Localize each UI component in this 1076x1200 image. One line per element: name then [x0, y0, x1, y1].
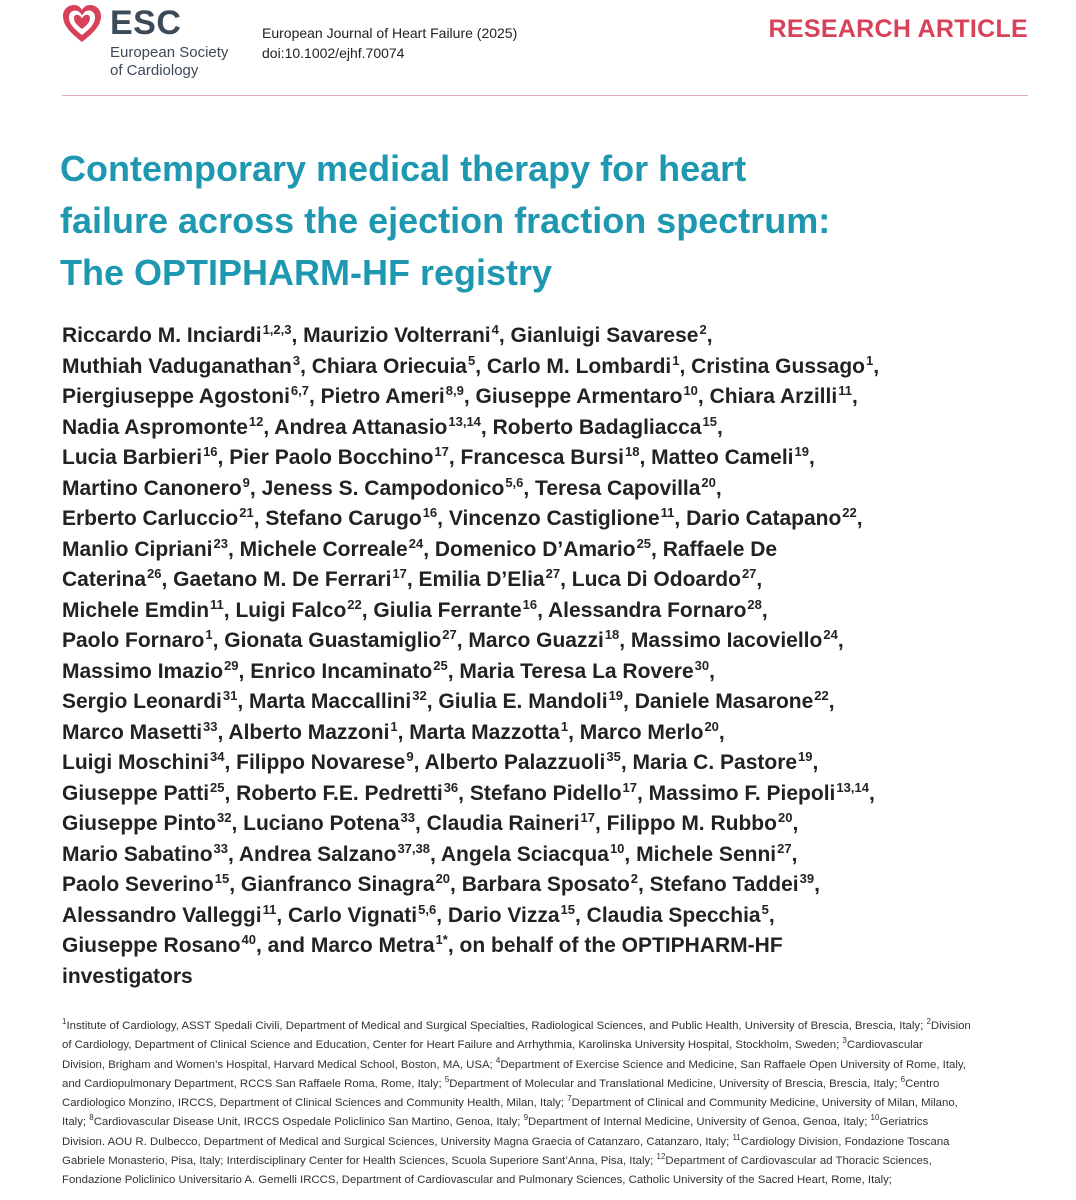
affiliation-text: Department of Cardiovascular ad Thoracic Sciences,: [665, 1155, 932, 1168]
author-name[interactable]: , Marco Merlo: [568, 720, 704, 744]
author-line: [62, 352, 1052, 383]
author-affiliation-marker[interactable]: 13,14: [448, 413, 481, 429]
author-affiliation-marker[interactable]: 10: [683, 383, 698, 398]
affiliation-text: Cardiologico Monzino, IRCCS, Department of Clinical Sciences and Community Health, Milan, Italy;: [62, 1097, 568, 1110]
author-affiliation-marker[interactable]: 30: [694, 657, 710, 673]
author-name[interactable]: ,: [792, 812, 799, 835]
author-affiliation-marker[interactable]: 33: [203, 718, 218, 734]
author-name[interactable]: , on behalf of the OPTIPHARM-HF: [447, 934, 783, 957]
author-name[interactable]: ,: [828, 690, 835, 713]
affiliation-text: Geriatrics: [879, 1116, 929, 1129]
affiliation-text: Department of Exercise Science and Medicine, San Raffaele Open University of Rome, Italy,: [500, 1058, 966, 1071]
author-name[interactable]: , Marta Mazzotta: [397, 720, 560, 744]
affiliation-text: Gabriele Monasterio, Pisa, Italy; Interdisciplinary Center for Health Sciences, Scuola Superiore Sant’Anna, Pisa, Italy;: [62, 1155, 657, 1168]
author-affiliation-marker[interactable]: 5,6: [505, 474, 524, 490]
author-name[interactable]: ,: [768, 903, 775, 927]
author-affiliation-marker[interactable]: 8,9: [445, 383, 464, 398]
author-affiliation-marker[interactable]: 11: [262, 901, 277, 917]
affiliation-number: 9: [523, 1113, 529, 1123]
author-affiliation-marker[interactable]: 6,7: [290, 383, 309, 398]
author-line: [62, 657, 1052, 688]
author-name[interactable]: ,: [761, 598, 768, 622]
affiliation-number: 10: [870, 1113, 880, 1123]
author-affiliation-marker[interactable]: 17: [392, 566, 407, 581]
author-affiliation-marker[interactable]: 32: [217, 810, 232, 825]
affiliation-text: and Cardiopulmonary Department, RCCS San Raffaele Roma, Rome, Italy;: [62, 1077, 445, 1090]
affiliation-text: of Cardiology, Department of Clinical Science and Education, Center for Heart Failure and Arrhythmia, Karolinska University Hospital, Stockholm, Sweden;: [62, 1039, 843, 1052]
author-name[interactable]: , Andrea Attanasio: [263, 415, 448, 439]
author-affiliation-marker[interactable]: 21: [239, 505, 254, 520]
affiliation-text: Department of Internal Medicine, University of Genoa, Genoa, Italy;: [528, 1116, 871, 1129]
affiliation-line: [62, 1017, 1047, 1036]
author-name[interactable]: , Luigi Falco: [223, 598, 347, 622]
author-name[interactable]: , Francesca Bursi: [448, 446, 624, 469]
author-list: [62, 321, 1052, 992]
author-name[interactable]: Michele Emdin: [62, 598, 210, 622]
author-affiliation-marker[interactable]: 15: [702, 413, 717, 429]
author-affiliation-marker[interactable]: 3: [292, 352, 301, 368]
author-affiliation-marker[interactable]: 1,2,3: [262, 322, 292, 337]
author-name[interactable]: , Giulia Ferrante: [361, 598, 522, 622]
affiliation-number: 1: [62, 1017, 67, 1027]
author-name[interactable]: ,: [868, 781, 875, 805]
author-name[interactable]: , Stefano Pidello: [458, 781, 622, 805]
author-name[interactable]: , Giulia E. Mandoli: [426, 690, 608, 713]
author-name[interactable]: , Carlo M. Lombardi: [475, 354, 672, 378]
author-name[interactable]: , Raffaele De: [651, 537, 778, 561]
author-name[interactable]: Riccardo M. Inciardi: [62, 324, 262, 347]
logo-org-line2: of Cardiology: [110, 62, 199, 79]
author-name[interactable]: , Massimo Iacoviello: [619, 629, 823, 652]
affiliation-text: Cardiovascular: [846, 1039, 923, 1052]
affiliation-number: 8: [89, 1113, 94, 1123]
affiliation-line: [62, 1133, 1047, 1152]
author-affiliation-marker[interactable]: 25: [636, 535, 652, 551]
author-name[interactable]: ,: [873, 354, 880, 378]
affiliation-text: Division, Brigham and Women’s Hospital, Harvard Medical School, Boston, MA, USA;: [62, 1058, 496, 1071]
author-name[interactable]: Muthiah Vaduganathan: [62, 354, 292, 378]
author-name[interactable]: , Vincenzo Castiglione: [437, 507, 660, 530]
author-line: [62, 748, 1052, 779]
author-affiliation-marker[interactable]: 2: [630, 871, 639, 886]
author-name[interactable]: , Enrico Incaminato: [238, 659, 433, 683]
author-affiliation-marker[interactable]: 1: [390, 718, 398, 734]
affiliation-text: Institute of Cardiology, ASST Spedali Civili, Department of Medical and Surgical Specialties, Radiological Sciences, and Public Health, University of Brescia, Brescia, Italy;: [66, 1020, 927, 1032]
affiliation-line: [62, 1171, 1047, 1190]
author-name[interactable]: , Roberto Badagliacca: [480, 415, 702, 439]
author-affiliation-marker[interactable]: 1*: [435, 932, 448, 947]
author-name[interactable]: ,: [812, 751, 819, 774]
author-name[interactable]: , Michele Senni: [624, 842, 777, 866]
author-name[interactable]: Erberto Carluccio: [62, 507, 239, 530]
affiliation-text: Italy;: [62, 1116, 90, 1129]
affiliation-line: [62, 1075, 1047, 1094]
author-line: [62, 687, 1052, 718]
author-name[interactable]: , Luca Di Odoardo: [560, 568, 741, 591]
author-name[interactable]: , Teresa Capovilla: [523, 476, 701, 500]
author-affiliation-marker[interactable]: 32: [412, 688, 427, 703]
author-affiliation-marker[interactable]: 25: [210, 779, 225, 795]
author-affiliation-marker[interactable]: 29: [224, 657, 239, 673]
author-affiliation-marker[interactable]: 16: [522, 596, 538, 612]
author-name[interactable]: , Dario Catapano: [674, 507, 842, 530]
author-name[interactable]: , Chiara Arzilli: [697, 385, 838, 408]
journal-citation: European Journal of Heart Failure (2025): [262, 25, 518, 41]
affiliation-number: 11: [732, 1132, 741, 1142]
author-name[interactable]: ,: [709, 659, 715, 683]
author-affiliation-marker[interactable]: 20: [704, 718, 719, 734]
author-line: [62, 413, 1052, 444]
author-affiliation-marker[interactable]: 22: [842, 505, 857, 520]
author-name[interactable]: , Gaetano M. De Ferrari: [161, 568, 392, 591]
author-affiliation-marker[interactable]: 33: [400, 810, 415, 825]
author-affiliation-marker[interactable]: 1: [866, 352, 874, 368]
author-name[interactable]: , Chiara Oriecuia: [300, 354, 467, 378]
author-name[interactable]: ,: [715, 476, 722, 500]
author-affiliation-marker[interactable]: 2: [699, 322, 707, 337]
author-name[interactable]: , Marco Guazzi: [456, 629, 604, 652]
author-name[interactable]: ,: [706, 324, 713, 347]
author-affiliation-marker[interactable]: 12: [248, 413, 264, 429]
author-name[interactable]: , Dario Vizza: [436, 903, 560, 927]
author-affiliation-marker[interactable]: 24: [408, 535, 424, 551]
affiliation-line: [62, 1056, 1047, 1075]
affiliation-number: 6: [900, 1075, 906, 1085]
author-line: [62, 962, 1052, 993]
author-name[interactable]: ,: [856, 507, 863, 530]
author-affiliation-marker[interactable]: 23: [213, 535, 228, 551]
author-name[interactable]: , Jeness S. Campodonico: [249, 476, 505, 500]
author-line: [62, 626, 1052, 657]
author-line: [62, 565, 1052, 596]
article-type-label: RESEARCH ARTICLE: [768, 15, 1028, 43]
author-affiliation-marker[interactable]: 13,14: [836, 779, 869, 795]
author-affiliation-marker[interactable]: 15: [560, 901, 576, 917]
author-affiliation-marker[interactable]: 33: [213, 840, 228, 856]
author-name[interactable]: Massimo Imazio: [62, 659, 224, 683]
author-name[interactable]: , Maurizio Volterrani: [291, 324, 491, 347]
author-affiliation-marker[interactable]: 9: [242, 474, 250, 490]
author-affiliation-marker[interactable]: 25: [433, 657, 448, 673]
author-affiliation-marker[interactable]: 1: [205, 627, 213, 642]
author-affiliation-marker[interactable]: 5,6: [418, 901, 437, 917]
author-name[interactable]: Marco Masetti: [62, 720, 203, 744]
author-affiliation-marker[interactable]: 27: [545, 566, 561, 581]
author-affiliation-marker[interactable]: 37,38: [397, 840, 430, 856]
author-line: [62, 474, 1052, 505]
author-name[interactable]: investigators: [62, 964, 193, 988]
author-name[interactable]: Lucia Barbieri: [62, 446, 203, 469]
author-name[interactable]: , Barbara Sposato: [450, 873, 630, 896]
author-name[interactable]: Paolo Fornaro: [62, 629, 205, 652]
author-affiliation-marker[interactable]: 11: [660, 505, 675, 520]
affiliations: [62, 1017, 1047, 1191]
title-line: failure across the ejection fraction spectrum:: [60, 200, 831, 241]
author-name[interactable]: , Gionata Guastamiglio: [212, 629, 442, 652]
author-name[interactable]: , Pier Paolo Bocchino: [217, 446, 434, 469]
affiliation-text: Division: [930, 1020, 971, 1032]
author-affiliation-marker[interactable]: 16: [422, 505, 438, 520]
affiliation-text: Cardiovascular Disease Unit, IRCCS Ospedale Policlinico San Martino, Genoa, Italy;: [93, 1116, 524, 1129]
affiliation-number: 5: [444, 1075, 450, 1085]
author-affiliation-marker[interactable]: 36: [443, 779, 459, 795]
affiliation-text: Department of Molecular and Translational Medicine, University of Brescia, Brescia, Italy;: [449, 1077, 901, 1090]
author-name[interactable]: , Claudia Specchia: [575, 903, 761, 927]
logo-abbrev: ESC: [110, 4, 182, 42]
author-name[interactable]: , Pietro Ameri: [309, 385, 445, 408]
author-line: [62, 870, 1052, 901]
author-name[interactable]: ,: [718, 720, 725, 744]
author-affiliation-marker[interactable]: 27: [741, 566, 757, 581]
author-name[interactable]: ,: [716, 415, 723, 439]
author-line: [62, 809, 1052, 840]
author-name[interactable]: , Giuseppe Armentaro: [463, 385, 683, 408]
title-line: The OPTIPHARM-HF registry: [60, 252, 553, 293]
author-name[interactable]: , Carlo Vignati: [276, 903, 418, 927]
author-affiliation-marker[interactable]: 17: [434, 444, 449, 459]
author-line: [62, 321, 1052, 352]
author-affiliation-marker[interactable]: 27: [777, 840, 792, 856]
affiliation-number: 2: [926, 1017, 931, 1027]
author-affiliation-marker[interactable]: 5: [761, 901, 769, 917]
author-name[interactable]: Giuseppe Pinto: [62, 812, 217, 835]
author-name[interactable]: ,: [837, 629, 844, 652]
affiliation-text: Fondazione Policlinico Universitario A. Gemelli IRCCS, Department of Cardiovascular and Pulmonary Sciences, Catholic University of the Sacred Heart, Rome, Italy;: [62, 1174, 892, 1187]
author-name[interactable]: Martino Canonero: [62, 476, 242, 500]
author-affiliation-marker[interactable]: 9: [406, 749, 414, 764]
affiliation-line: [62, 1036, 1047, 1055]
author-name[interactable]: , Gianfranco Sinagra: [229, 873, 435, 896]
title-line: Contemporary medical therapy for heart: [60, 148, 747, 189]
esc-heart-logo-icon: [60, 2, 104, 46]
author-affiliation-marker[interactable]: 20: [777, 810, 793, 825]
author-name[interactable]: , Domenico D’Amario: [423, 537, 636, 561]
author-affiliation-marker[interactable]: 24: [823, 627, 838, 642]
author-name[interactable]: , Angela Sciacqua: [429, 842, 609, 866]
author-name[interactable]: , Alberto Palazzuoli: [413, 751, 606, 774]
author-affiliation-marker[interactable]: 4: [491, 322, 499, 337]
author-name[interactable]: , Marta Maccallini: [237, 690, 412, 713]
author-name[interactable]: , Andrea Salzano: [228, 842, 397, 866]
author-affiliation-marker[interactable]: 22: [347, 596, 362, 612]
author-name[interactable]: , Luciano Potena: [231, 812, 400, 835]
author-name[interactable]: , Gianluigi Savarese: [498, 324, 699, 347]
affiliation-line: [62, 1152, 1047, 1171]
author-name[interactable]: , and Marco Metra: [256, 934, 435, 957]
author-name[interactable]: Luigi Moschini: [62, 751, 209, 774]
author-affiliation-marker[interactable]: 18: [624, 444, 640, 459]
author-name[interactable]: , Filippo M. Rubbo: [595, 812, 777, 835]
author-name[interactable]: Giuseppe Rosano: [62, 934, 241, 957]
author-line: [62, 779, 1052, 810]
logo-org-line1: European Society: [110, 44, 229, 61]
affiliation-line: [62, 1094, 1047, 1113]
author-name[interactable]: Giuseppe Patti: [62, 781, 210, 805]
doi-link[interactable]: doi:10.1002/ejhf.70074: [262, 45, 405, 61]
author-affiliation-marker[interactable]: 20: [435, 871, 451, 886]
affiliation-number: 7: [567, 1094, 572, 1104]
author-name[interactable]: Piergiuseppe Agostoni: [62, 385, 290, 408]
author-affiliation-marker[interactable]: 10: [609, 840, 625, 856]
author-affiliation-marker[interactable]: 26: [147, 566, 162, 581]
author-affiliation-marker[interactable]: 20: [701, 474, 716, 490]
author-name[interactable]: , Michele Correale: [227, 537, 408, 561]
esc-logo[interactable]: [60, 2, 240, 82]
author-name[interactable]: ,: [814, 873, 820, 896]
affiliation-number: 4: [495, 1055, 501, 1065]
author-affiliation-marker[interactable]: 31: [222, 688, 238, 703]
author-affiliation-marker[interactable]: 11: [838, 383, 852, 398]
author-affiliation-marker[interactable]: 1: [672, 352, 680, 368]
author-line: [62, 596, 1052, 627]
author-affiliation-marker[interactable]: 35: [606, 749, 621, 764]
author-name[interactable]: Alessandro Valleggi: [62, 903, 262, 927]
author-affiliation-marker[interactable]: 28: [747, 596, 762, 612]
author-line: [62, 901, 1052, 932]
author-name[interactable]: Sergio Leonardi: [62, 690, 222, 713]
author-affiliation-marker[interactable]: 27: [442, 627, 457, 642]
author-name[interactable]: Paolo Severino: [62, 873, 214, 896]
affiliation-text: Centro: [905, 1077, 940, 1090]
affiliation-text: Division. AOU R. Dulbecco, Department of Medical and Surgical Sciences, University Magna Graecia of Catanzaro, Catanzaro, Italy;: [62, 1135, 733, 1148]
author-name[interactable]: , Alberto Mazzoni: [217, 720, 390, 744]
author-name[interactable]: , Cristina Gussago: [679, 354, 866, 378]
author-line: [62, 931, 1052, 962]
author-affiliation-marker[interactable]: 19: [798, 749, 813, 764]
author-name[interactable]: Caterina: [62, 568, 147, 591]
author-name[interactable]: , Stefano Carugo: [253, 507, 422, 530]
author-line: [62, 718, 1052, 749]
author-name[interactable]: ,: [851, 385, 858, 408]
affiliation-line: [62, 1113, 1047, 1132]
author-line: [62, 443, 1052, 474]
article-title: [60, 143, 1050, 299]
author-name[interactable]: , Massimo F. Piepoli: [637, 781, 836, 805]
author-affiliation-marker[interactable]: 16: [203, 444, 218, 459]
author-name[interactable]: ,: [756, 568, 763, 591]
author-name[interactable]: , Matteo Cameli: [639, 446, 794, 469]
author-line: [62, 504, 1052, 535]
author-name[interactable]: Manlio Cipriani: [62, 537, 213, 561]
header-divider: [62, 95, 1028, 96]
affiliation-number: 12: [656, 1152, 666, 1162]
author-affiliation-marker[interactable]: 40: [241, 932, 256, 947]
author-name[interactable]: , Roberto F.E. Pedretti: [224, 781, 443, 805]
author-affiliation-marker[interactable]: 22: [814, 688, 829, 703]
author-affiliation-marker[interactable]: 17: [580, 810, 595, 825]
author-line: [62, 535, 1052, 566]
author-affiliation-marker[interactable]: 17: [622, 779, 637, 795]
author-name[interactable]: , Emilia D’Elia: [406, 568, 545, 591]
author-name[interactable]: , Daniele Masarone: [623, 690, 814, 713]
author-name[interactable]: , Filippo Novarese: [224, 751, 406, 774]
author-name[interactable]: ,: [808, 446, 815, 469]
author-name[interactable]: Mario Sabatino: [62, 842, 213, 866]
affiliation-text: Cardiology Division, Fondazione Toscana: [740, 1135, 950, 1148]
affiliation-text: Department of Clinical and Community Medicine, University of Milan, Milano,: [571, 1097, 958, 1110]
author-name[interactable]: , Claudia Raineri: [414, 812, 580, 835]
author-affiliation-marker[interactable]: 34: [210, 749, 225, 764]
author-name[interactable]: , Maria Teresa La Rovere: [447, 659, 694, 683]
author-affiliation-marker[interactable]: 5: [467, 352, 476, 368]
affiliation-number: 3: [842, 1036, 847, 1046]
author-affiliation-marker[interactable]: 18: [604, 627, 620, 642]
author-line: [62, 840, 1052, 871]
author-name[interactable]: , Stefano Taddei: [638, 873, 799, 896]
author-name[interactable]: Nadia Aspromonte: [62, 415, 248, 439]
author-affiliation-marker[interactable]: 39: [799, 871, 815, 886]
author-affiliation-marker[interactable]: 11: [210, 596, 224, 612]
author-line: [62, 382, 1052, 413]
author-affiliation-marker[interactable]: 15: [214, 871, 230, 886]
author-name[interactable]: , Alessandra Fornaro: [537, 598, 747, 622]
author-name[interactable]: , Maria C. Pastore: [620, 751, 798, 774]
author-affiliation-marker[interactable]: 1: [560, 718, 569, 734]
author-affiliation-marker[interactable]: 19: [794, 444, 809, 459]
author-affiliation-marker[interactable]: 19: [608, 688, 624, 703]
author-name[interactable]: ,: [791, 842, 798, 866]
